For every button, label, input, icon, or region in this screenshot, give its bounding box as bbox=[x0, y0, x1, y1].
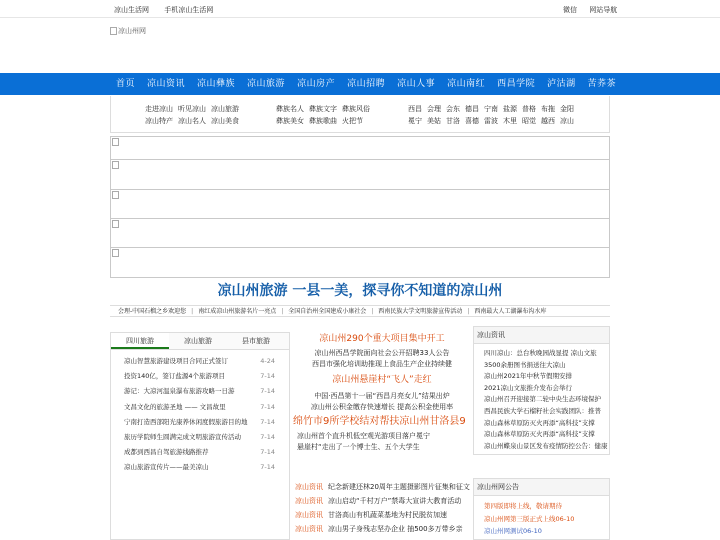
nav-item-xcc[interactable]: 西昌学院 bbox=[497, 79, 536, 89]
banner-ad[interactable] bbox=[110, 218, 610, 248]
list-item[interactable]: 凉山州2021年中秋节假期安排 bbox=[484, 372, 573, 381]
item-category[interactable]: 凉山资讯 bbox=[295, 483, 323, 491]
list-item[interactable] bbox=[295, 496, 475, 506]
list-item[interactable] bbox=[124, 460, 275, 475]
list-item[interactable]: 西昌民族大学石榴籽社会实践团队：推普 bbox=[484, 406, 601, 415]
county-link[interactable]: 宁南 bbox=[484, 105, 498, 113]
item-title[interactable]: 投资140亿，签订盐源4个旅游项目 bbox=[124, 372, 226, 381]
logo-alt-text: 凉山州网 bbox=[118, 27, 146, 35]
tab-liangshan-travel[interactable]: 凉山旅游 bbox=[184, 337, 212, 345]
subnav-link[interactable]: 彝族文字 bbox=[309, 105, 337, 113]
nav-item-home[interactable]: 首页 bbox=[116, 79, 136, 89]
county-link[interactable]: 德昌 bbox=[465, 105, 479, 113]
item-date: 7-14 bbox=[260, 417, 275, 426]
list-item[interactable] bbox=[124, 445, 275, 460]
subnav-link[interactable]: 彝族歌曲 bbox=[309, 117, 337, 125]
banner-ad[interactable] bbox=[110, 159, 610, 189]
top-link-wechat[interactable]: 微信 bbox=[563, 6, 577, 14]
subnav-group-intro bbox=[145, 104, 244, 128]
feature-summary[interactable]: 中国·西昌第十一届“西昌月亮女儿”结果出炉 bbox=[314, 392, 450, 400]
item-date: 7-14 bbox=[260, 448, 275, 457]
banner-ad[interactable] bbox=[110, 247, 610, 278]
sub-nav bbox=[110, 96, 610, 133]
subnav-link[interactable]: 彝族美女 bbox=[276, 117, 304, 125]
list-item[interactable]: 2021凉山文旅推介发布会举行 bbox=[484, 383, 573, 392]
top-bar-right bbox=[553, 5, 617, 15]
county-link[interactable]: 布拖 bbox=[541, 105, 555, 113]
ticker-separator: | bbox=[191, 308, 194, 315]
ticker-separator: | bbox=[467, 308, 470, 315]
subnav-link[interactable]: 彝族名人 bbox=[276, 105, 304, 113]
county-link[interactable]: 雷波 bbox=[484, 117, 498, 125]
county-link[interactable]: 越西 bbox=[541, 117, 555, 125]
list-item[interactable] bbox=[124, 369, 275, 384]
nav-item-lugu[interactable]: 泸沽湖 bbox=[547, 79, 576, 89]
featured-news bbox=[293, 332, 470, 533]
county-link[interactable]: 喜德 bbox=[465, 117, 479, 125]
item-date: 7-14 bbox=[260, 372, 275, 381]
item-title[interactable]: 游记：大凉河温泉瀑布旅游攻略一日游 bbox=[124, 387, 235, 396]
list-item[interactable] bbox=[295, 482, 475, 492]
item-title[interactable]: 宁南打造西部阳光康养休闲度假旅游目的地 bbox=[124, 417, 248, 426]
county-link[interactable]: 会东 bbox=[446, 105, 460, 113]
county-link[interactable]: 甘洛 bbox=[446, 117, 460, 125]
item-date: 7-14 bbox=[260, 387, 275, 396]
list-item[interactable]: 四川凉山：总台秋晚园战显提 凉山文旅 bbox=[484, 349, 597, 357]
item-title[interactable]: 凉山男子身残志坚办企业 抽500多万带乡亲 bbox=[328, 525, 463, 533]
news-list bbox=[474, 344, 609, 454]
broken-image-icon bbox=[112, 220, 119, 228]
nav-item-nanhong[interactable]: 凉山南红 bbox=[447, 79, 486, 89]
feature-summary[interactable]: 西昌市强化培训助推现上食品生产企业持续健 bbox=[312, 360, 452, 368]
broken-image-icon bbox=[112, 249, 119, 257]
nav-item-yi[interactable]: 凉山彝族 bbox=[197, 79, 236, 89]
ticker-separator: | bbox=[281, 308, 284, 315]
ticker-item[interactable]: 西南民族大学文明旅游宣传活动 bbox=[378, 308, 463, 315]
top-link-sitemap[interactable]: 网站导航 bbox=[589, 6, 618, 14]
notice-box bbox=[473, 478, 610, 540]
subnav-group-counties bbox=[408, 104, 579, 128]
subnav-link[interactable]: 走进凉山 bbox=[145, 105, 173, 113]
feature-summary[interactable]: 悬崖村“走出了一个博士生、五个大学生 bbox=[297, 443, 420, 451]
list-item[interactable]: 凉山森林草原防灭火再添“高科技”支撑 bbox=[484, 430, 595, 439]
news-ticker bbox=[110, 305, 610, 317]
notice-box-title[interactable]: 凉山州网公告 bbox=[474, 479, 609, 496]
feature-summary[interactable]: 凉山州首个直升机低空观光游项目落户冕宁 bbox=[297, 432, 430, 440]
headline[interactable]: 凉山州旅游 一县一美，探寻你不知道的凉山州 bbox=[217, 283, 503, 299]
broken-image-icon bbox=[110, 27, 117, 35]
list-item[interactable] bbox=[124, 384, 275, 399]
county-link[interactable]: 美姑 bbox=[427, 117, 441, 125]
list-item[interactable] bbox=[295, 524, 475, 534]
county-link[interactable]: 冕宁 bbox=[408, 117, 422, 125]
list-item[interactable] bbox=[124, 415, 275, 430]
list-item[interactable]: 3500余册图书捐送往大凉山 bbox=[484, 360, 566, 369]
nav-item-jobs[interactable]: 凉山招聘 bbox=[347, 79, 386, 89]
main-nav bbox=[0, 73, 720, 95]
feature-headline[interactable]: 凉山州悬崖村“飞人”走红 bbox=[332, 375, 432, 385]
news-box-title[interactable]: 凉山资讯 bbox=[474, 327, 609, 344]
nav-item-travel[interactable]: 凉山旅游 bbox=[247, 79, 286, 89]
broken-image-icon bbox=[112, 161, 119, 169]
item-title[interactable]: 凉山智慧旅游建设项目合同正式签订 bbox=[124, 357, 228, 365]
nav-item-hr[interactable]: 凉山人事 bbox=[397, 79, 436, 89]
list-item[interactable] bbox=[295, 510, 475, 520]
news-box bbox=[473, 326, 610, 455]
notice-item[interactable]: 第四版即将上线，敬请期待 bbox=[484, 502, 562, 510]
subnav-link[interactable]: 凉山旅游 bbox=[211, 105, 239, 113]
county-link[interactable]: 凉山 bbox=[560, 117, 574, 125]
notice-item[interactable]: 凉山州网第三版正式上线06-10 bbox=[484, 514, 575, 523]
item-title[interactable]: 成都到西昌自驾旅游线路推荐 bbox=[124, 448, 209, 457]
ticker-item[interactable]: 全国自治州全国建成小康社会 bbox=[288, 308, 367, 315]
broken-image-icon bbox=[112, 191, 119, 199]
broken-image-icon bbox=[112, 138, 119, 146]
travel-news-list bbox=[111, 350, 289, 476]
county-link[interactable]: 昭觉 bbox=[522, 117, 536, 125]
county-link[interactable]: 盐源 bbox=[503, 105, 517, 113]
ticker-item[interactable]: 西南最大人工湖瀑布沟水库 bbox=[474, 308, 547, 315]
ticker-separator: | bbox=[371, 308, 374, 315]
tab-county-travel[interactable]: 县市旅游 bbox=[242, 337, 270, 345]
list-item[interactable]: 凉山州召开迎接第二轮中央生态环境保护 bbox=[484, 395, 601, 404]
site-logo[interactable] bbox=[110, 26, 146, 36]
nav-item-news[interactable]: 凉山资讯 bbox=[147, 79, 186, 89]
travel-tab-panel bbox=[110, 332, 290, 540]
banner-ad[interactable] bbox=[110, 189, 610, 219]
notice-item[interactable]: 凉山州网测试06-10 bbox=[484, 527, 542, 535]
county-link[interactable]: 普格 bbox=[522, 105, 536, 113]
item-date: 7-14 bbox=[260, 463, 275, 472]
item-category[interactable]: 凉山资讯 bbox=[295, 497, 323, 505]
item-date: 7-14 bbox=[260, 402, 275, 411]
tab-sichuan-travel[interactable]: 四川旅游 bbox=[111, 333, 169, 349]
item-title[interactable]: 甘洛高山有机蔬菜基地为村民脱贫加速 bbox=[328, 511, 447, 519]
item-title[interactable]: 纪念新建还林20周年主题摄影图片征集和征文 bbox=[328, 483, 470, 491]
feature-summary[interactable]: 凉山州西昌学院面向社会公开招聘33人公告 bbox=[314, 349, 450, 357]
county-link[interactable]: 会理 bbox=[427, 105, 441, 113]
list-item[interactable]: 凉山州蝶泉山景区发布疫情防控公告：健康 bbox=[484, 441, 608, 450]
notice-list bbox=[474, 496, 609, 540]
subnav-link[interactable]: 凉山名人 bbox=[178, 117, 206, 125]
item-title[interactable]: 凉山旅游宣传片——最美凉山 bbox=[124, 463, 209, 472]
top-bar bbox=[0, 0, 720, 18]
list-item[interactable]: 凉山森林草原防灭火再添“高科技”支撑 bbox=[484, 418, 595, 427]
item-category[interactable]: 凉山资讯 bbox=[295, 525, 323, 533]
subnav-link[interactable]: 凉山美食 bbox=[211, 117, 239, 125]
subnav-link[interactable]: 火把节 bbox=[342, 117, 363, 125]
list-item[interactable] bbox=[124, 430, 275, 445]
right-column bbox=[473, 326, 610, 535]
county-link[interactable]: 金阳 bbox=[560, 105, 574, 113]
ticker-item[interactable]: 南红成凉山州旅游名片一亮点 bbox=[198, 308, 277, 315]
subnav-link[interactable]: 听见凉山 bbox=[178, 105, 206, 113]
feature-headline[interactable]: 绵竹市9所学校结对帮扶凉山州甘洛县9 bbox=[293, 416, 466, 427]
item-title[interactable]: 旅历学院师生圆满完成文明旅游宣传活动 bbox=[124, 432, 241, 441]
subnav-link[interactable]: 凉山特产 bbox=[145, 117, 173, 125]
top-link-mobile[interactable]: 手机凉山生活网 bbox=[164, 6, 214, 14]
item-category[interactable]: 凉山资讯 bbox=[295, 511, 323, 519]
subnav-link[interactable]: 彝族风俗 bbox=[342, 105, 370, 113]
list-item[interactable] bbox=[124, 400, 275, 415]
list-item[interactable] bbox=[124, 354, 275, 369]
item-title[interactable]: 凉山启动“千村万户”禁毒大宣讲大教育活动 bbox=[328, 497, 462, 505]
county-link[interactable]: 西昌 bbox=[408, 105, 422, 113]
tab-bar bbox=[111, 333, 289, 350]
nav-item-tea[interactable]: 苦荞茶 bbox=[587, 79, 617, 89]
top-link-site[interactable]: 凉山生活网 bbox=[114, 6, 149, 14]
top-bar-left bbox=[114, 5, 226, 15]
item-date: 4-24 bbox=[260, 357, 275, 365]
nav-item-realestate[interactable]: 凉山房产 bbox=[297, 79, 336, 89]
county-link[interactable]: 木里 bbox=[503, 117, 517, 125]
ticker-item[interactable]: 会理-中国石榴之乡欢迎您 bbox=[118, 308, 187, 315]
item-title[interactable]: 文昌文化的旅游圣地 —— 文昌故里 bbox=[124, 402, 226, 411]
feature-summary[interactable]: 凉山州公积金缴存快速增长 提高公积金使用率 bbox=[310, 403, 454, 411]
feature-headline[interactable]: 凉山州290个重大项目集中开工 bbox=[319, 334, 445, 344]
item-date: 7-14 bbox=[260, 432, 275, 441]
subnav-group-yi bbox=[276, 104, 375, 128]
